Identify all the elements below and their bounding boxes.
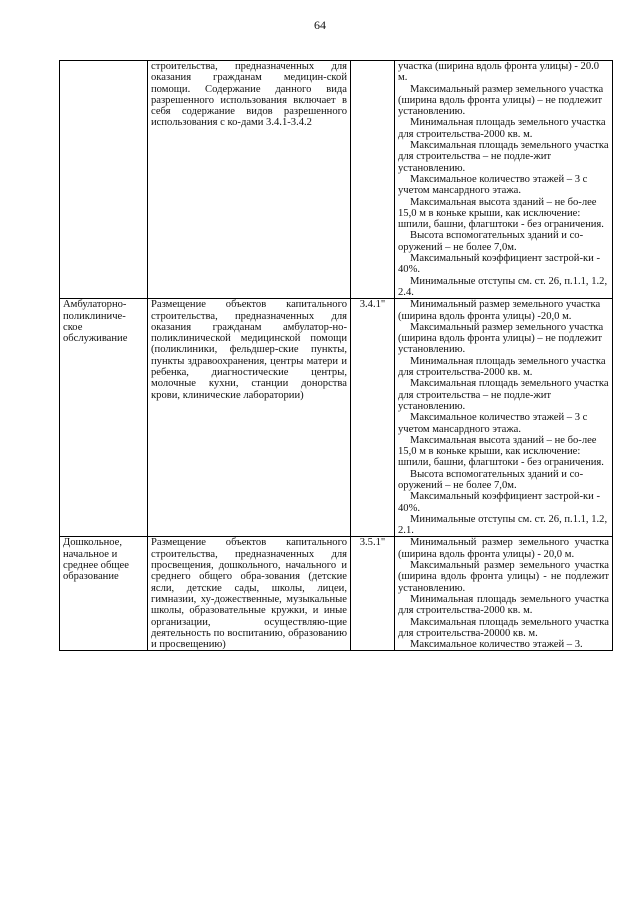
use-code-cell: 3.5.1" xyxy=(351,537,395,651)
parameter-line: Максимальная площадь земельного участка для строительства-20000 кв. м. xyxy=(398,616,609,639)
use-description-cell xyxy=(148,299,351,537)
table-row xyxy=(60,61,613,299)
parameter-line: Минимальные отступы см. ст. 26, п.1.1, 1.2, 2.4. xyxy=(398,275,608,298)
use-description-cell xyxy=(148,537,351,651)
parameter-line: Высота вспомогательных зданий и со-оружений – не более 7,0м. xyxy=(398,230,584,253)
parameter-line: Минимальные отступы см. ст. 26, п.1.1, 1.2, 2.1. xyxy=(398,513,608,537)
parameter-line: Максимальная площадь земельного участка для строительства – не подле-жит установлению. xyxy=(398,378,609,412)
table-row xyxy=(60,299,613,537)
use-code-cell: 3.4.1" xyxy=(351,299,395,537)
parameter-line: Максимальная высота зданий – не бо-лее 15,0 м в коньке крыши, как исключение: шпили, башни, флагштоки - без ограничения. xyxy=(398,434,604,469)
parameter-line: Максимальный коэффициент застрой-ки - 40%. xyxy=(398,491,600,514)
parameter-line: Максимальный размер земельного участка (ширина вдоль фронта улицы) - не подлежит установлению. xyxy=(398,560,609,594)
parameter-line: Минимальная площадь земельного участка для строительства-2000 кв. м. xyxy=(398,117,606,140)
parameter-line: Максимальное количество этажей – 3. xyxy=(410,639,583,651)
use-description: строительства, предназначенных для оказания гражданам медицин-ской помощи. Содержание данного вида разрешенного использования включает в себя содержание видов разрешенного использования с ко-дами 3.4.1-3.4.2 xyxy=(151,61,347,129)
use-kind-cell xyxy=(60,61,148,299)
table-row xyxy=(60,537,613,651)
parameter-line: Максимальный коэффициент застрой-ки - 40%. xyxy=(398,253,600,276)
land-use-regulations-table xyxy=(59,60,613,651)
parameter-line: Минимальная площадь земельного участка для строительства-2000 кв. м. xyxy=(398,355,606,379)
use-description: Размещение объектов капитального строительства, предназначенных для просвещения, дошкольного, начального и среднего общего обра-зования (детские ясли, детские сады, школы, лицеи, гимназии, ху-дожественные, музыкальные школы, образовательные кружки, и иные организации, осуществляю-щие деятельность по воспитанию, образованию и просвещению) xyxy=(151,537,347,651)
use-parameters-cell xyxy=(395,537,613,651)
parameter-line: Максимальная площадь земельного участка для строительства – не подле-жит установлению. xyxy=(398,140,609,174)
parameter-line: Максимальный размер земельного участка (ширина вдоль фронта улицы) – не подлежит установлению. xyxy=(398,83,604,118)
parameter-line: Максимальная высота зданий – не бо-лее 15,0 м в коньке крыши, как исключение: шпили, башни, флагштоки - без ограничения. xyxy=(398,196,604,231)
parameter-line: Максимальное количество этажей – 3 с учетом мансардного этажа. xyxy=(398,412,588,435)
use-parameters-cell xyxy=(395,61,613,299)
parameter-line: Максимальное количество этажей – 3 с учетом мансардного этажа. xyxy=(398,173,588,197)
page-number: 64 xyxy=(314,18,326,32)
use-description-cell xyxy=(148,61,351,299)
use-code-cell xyxy=(351,61,395,299)
use-kind-cell: Амбулаторно-поликлиниче-ское обслуживание xyxy=(60,299,148,537)
parameter-line: Высота вспомогательных зданий и со-оружений – не более 7,0м. xyxy=(398,468,584,491)
use-description: Размещение объектов капитального строительства, предназначенных для оказания гражданам амбулатор-но-поликлинической медицинской помощи (поликлиники, фельдшер-ские пункты, пункты здравоохранения, центры матери и ребенка, диагностические центры, молочные кухни, станции донорства крови, клинические лаборатории) xyxy=(151,299,347,401)
parameter-line: участка (ширина вдоль фронта улицы) - 20.0 м. xyxy=(398,61,600,84)
parameter-line: Минимальный размер земельного участка (ширина вдоль фронта улицы) -20,0 м. xyxy=(398,299,601,322)
use-parameters-cell xyxy=(395,299,613,537)
parameter-line: Минимальная площадь земельного участка для строительства-2000 кв. м. xyxy=(398,593,609,617)
parameter-line: Максимальный размер земельного участка (ширина вдоль фронта улицы) – не подлежит установлению. xyxy=(398,321,604,356)
parameter-line: Минимальный размер земельного участка (ширина вдоль фронта улицы) - 20,0 м. xyxy=(398,537,609,560)
use-kind-cell: Дошкольное, начальное и среднее общее образование xyxy=(60,537,148,651)
